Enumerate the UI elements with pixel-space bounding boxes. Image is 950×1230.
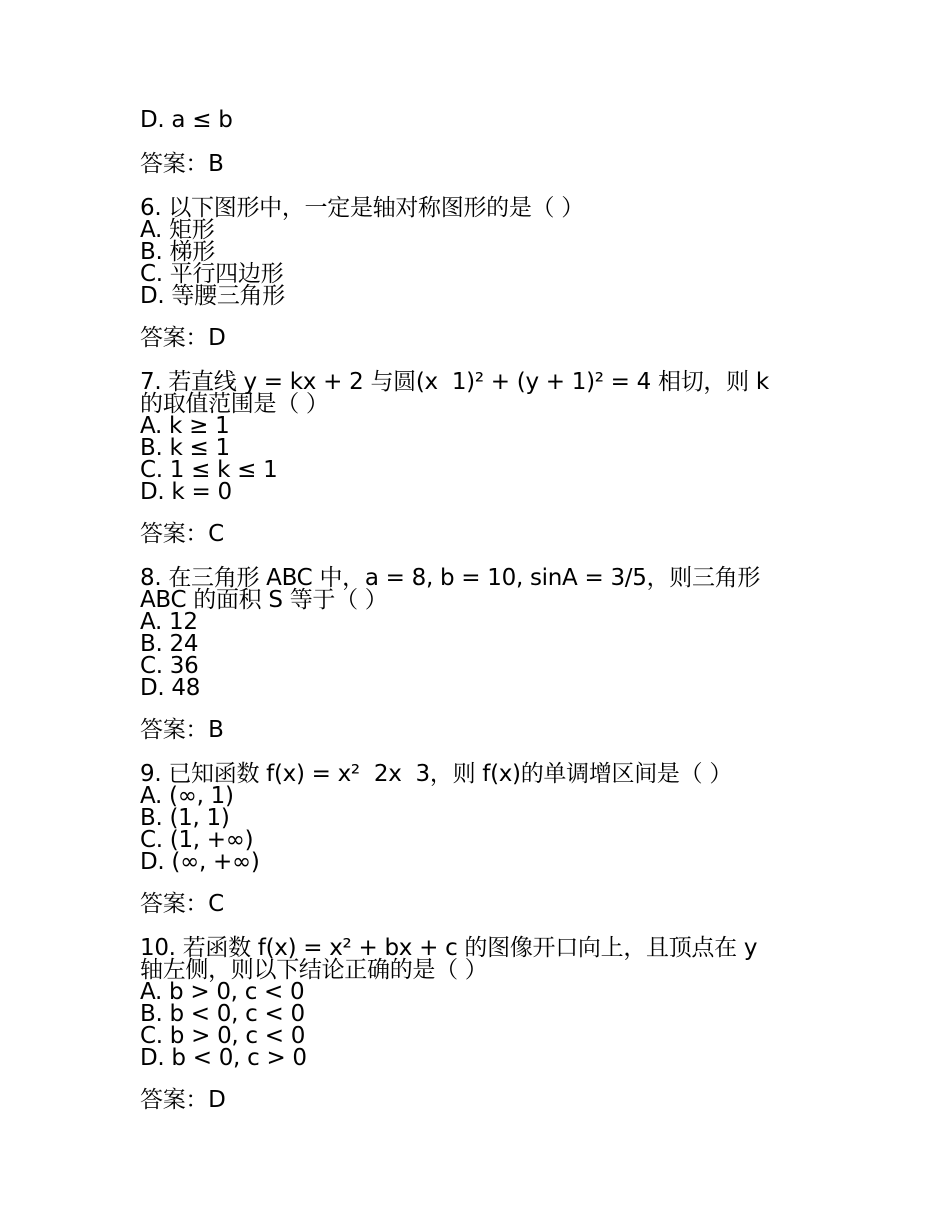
option-line: C. 1 ≤ k ≤ 1 xyxy=(140,457,278,483)
option-line: D. 等腰三角形 xyxy=(140,283,285,309)
answer-line: 答案：B xyxy=(140,151,224,177)
option-line: C. 平行四边形 xyxy=(140,261,284,287)
option-line: B. 24 xyxy=(140,631,199,657)
answer-line: 答案：C xyxy=(140,521,224,547)
option-line: A. 12 xyxy=(140,609,198,635)
question-stem: 轴左侧，则以下结论正确的是（ ） xyxy=(140,957,488,983)
option-line: A. b > 0, c < 0 xyxy=(140,979,305,1005)
option-line: D. 48 xyxy=(140,675,201,701)
question-stem: 6. 以下图形中，一定是轴对称图形的是（ ） xyxy=(140,195,584,221)
option-line: C. (1, +∞) xyxy=(140,827,254,853)
option-line: A. (∞, 1) xyxy=(140,783,234,809)
answer-line: 答案：D xyxy=(140,1087,226,1113)
answer-line: 答案：B xyxy=(140,717,224,743)
question-stem: ABC 的面积 S 等于（ ） xyxy=(140,587,388,613)
option-line: C. 36 xyxy=(140,653,199,679)
option-line: B. b < 0, c < 0 xyxy=(140,1001,305,1027)
option-line: C. b > 0, c < 0 xyxy=(140,1023,306,1049)
option-line: A. 矩形 xyxy=(140,217,215,243)
option-line: A. k ≥ 1 xyxy=(140,413,230,439)
question-stem: 9. 已知函数 f(x) = x² 2x 3，则 f(x)的单调增区间是（ ） xyxy=(140,761,733,787)
option-line: D. (∞, +∞) xyxy=(140,849,260,875)
question-stem: 8. 在三角形 ABC 中，a = 8, b = 10, sinA = 3/5，则三角形 xyxy=(140,565,761,591)
option-line: D. a ≤ b xyxy=(140,107,233,133)
option-line: B. 梯形 xyxy=(140,239,215,265)
question-stem: 10. 若函数 f(x) = x² + bx + c 的图像开口向上，且顶点在 y xyxy=(140,935,758,961)
question-stem: 的取值范围是（ ） xyxy=(140,391,329,417)
answer-line: 答案：D xyxy=(140,325,226,351)
question-stem: 7. 若直线 y = kx + 2 与圆(x 1)² + (y + 1)² = 4 相切，则 k xyxy=(140,369,769,395)
answer-line: 答案：C xyxy=(140,891,224,917)
option-line: B. (1, 1) xyxy=(140,805,230,831)
option-line: B. k ≤ 1 xyxy=(140,435,230,461)
option-line: D. k = 0 xyxy=(140,479,232,505)
option-line: D. b < 0, c > 0 xyxy=(140,1045,307,1071)
